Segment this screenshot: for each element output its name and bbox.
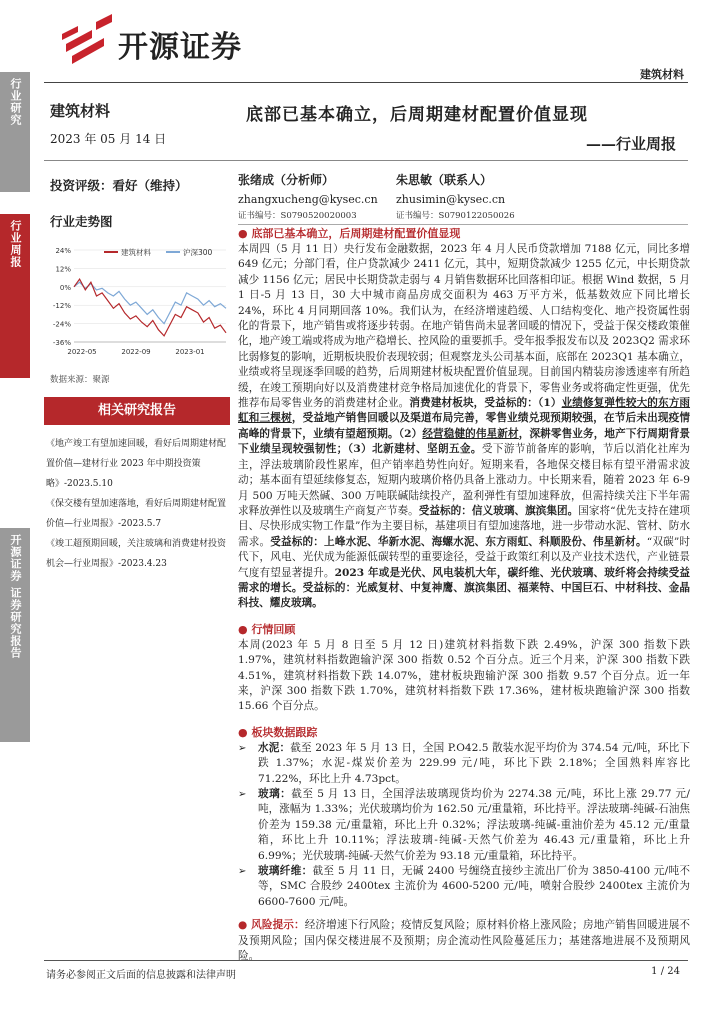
related-item[interactable]: 《保交楼有望加速落地，看好后周期建材配置价值—行业周报》-2023.5.7	[46, 499, 227, 529]
related-list	[46, 434, 232, 574]
header-divider	[44, 82, 688, 83]
y-tick-label: 12%	[55, 265, 71, 274]
analyst-2: 朱思敏（联系人） zhusimin@kysec.cn	[396, 170, 505, 210]
report-date: 2023 年 05 月 14 日	[50, 132, 167, 146]
y-tick-label: 24%	[55, 247, 71, 255]
title-divider	[44, 160, 688, 161]
trend-chart	[44, 240, 230, 360]
risk-warning: ● 风险提示：经济增速下行风险；疫情反复风险；原材料价格上涨风险；房地产销售回暖进展不及预期风险；国内保交楼进展不及预期；房企流动性风险蔓延压力；基建落地进展不及预期风险。	[238, 919, 691, 963]
section-2-text: 本周(2023 年 5 月 8 日至 5 月 12 日)建筑材料指数下跌 2.49%，沪深 300 指数下跌 1.97%，建筑材料指数跑输沪深 300 指数 0.52 个百分点。近三个月来，沪深 300 指数下跌 4.51%，建筑材料指数下跌 14.07%，建材板块跑输沪深 300 指数 9.57 个百分点。近一年来，沪深 300 指数下跌 1.70%，建筑材料指数下跌 17.36%，建材板块跑输沪深 300 指数 15.66 个百分点。	[238, 638, 690, 713]
y-tick-label: 0%	[59, 283, 71, 292]
section-3-title: ● 板块数据跟踪	[238, 725, 318, 739]
section-1-title: ● 底部已基本确立，后周期建材配置价值显现	[238, 227, 461, 240]
analyst-1-email[interactable]: zhangxucheng@kysec.cn	[238, 193, 378, 206]
brand-name: 开源证券	[118, 30, 242, 65]
analyst-1-cert: 证书编号：S0790520020003	[238, 211, 357, 221]
y-tick-label: -36%	[52, 339, 71, 347]
analyst-1: 张绪成（分析师） zhangxucheng@kysec.cn	[238, 170, 378, 210]
x-tick-label: 2023-01	[175, 348, 205, 356]
report-type: ——行业周报	[585, 135, 676, 153]
trend-title: 行业走势图	[50, 214, 113, 229]
data-source: 数据来源：聚源	[50, 375, 110, 385]
investment-rating: 投资评级：看好（维持）	[50, 178, 188, 193]
main-body	[238, 226, 690, 964]
x-tick-label: 2022-05	[67, 348, 97, 356]
analyst-2-email[interactable]: zhusimin@kysec.cn	[396, 193, 506, 206]
related-item[interactable]: 《地产竣工有望加速回暖，看好后周期建材配置价值—建材行业 2023 年中期投资策略》-2023.5.10	[46, 439, 227, 489]
page-number: 1 / 24	[651, 966, 680, 977]
x-tick-label: 2022-09	[121, 348, 151, 356]
section-2-title: ● 行情回顾	[238, 622, 296, 636]
series-line	[74, 279, 226, 336]
analyst-divider	[238, 224, 688, 225]
header-category: 建筑材料	[640, 68, 684, 81]
related-title: 相关研究报告	[44, 397, 230, 425]
series-line	[74, 282, 226, 323]
data-item-cement: ➢ 水泥：截至 2023 年 5 月 13 日，全国 P.O42.5 散装水泥平均价为 374.54 元/吨，环比下跌 1.37%；水泥-煤炭价差为 229.99 元/吨，环比下跌 2.18%；全国熟料库容比 71.22%，环比上升 4.73pct。	[238, 741, 690, 785]
side-band-mid: 行业周报	[0, 214, 30, 378]
data-item-fiberglass: ➢ 玻璃纤维：截至 5 月 11 日，无碱 2400 号缠绕直接纱主流出厂价为 3850-4100 元/吨不等，SMC 合股纱 2400tex 主流价为 4600-5200 元/吨，喷射合股纱 2400tex 主流价为 6600-7600 元/吨。	[238, 865, 691, 908]
side-band-bottom: 开源证券 证券研究报告	[0, 528, 30, 742]
footer-disclaimer[interactable]: 请务必参阅正文后面的信息披露和法律声明	[46, 970, 236, 981]
analyst-2-cert: 证书编号：S0790122050026	[396, 211, 515, 221]
related-item[interactable]: 《竣工超预期回暖，关注玻璃和消费建材投资机会—行业周报》-2023.4.23	[46, 539, 227, 569]
legend-label: 沪深300	[183, 248, 213, 257]
footer-divider	[44, 960, 688, 961]
y-tick-label: -12%	[52, 302, 71, 311]
y-tick-label: -24%	[52, 320, 71, 329]
report-title: 底部已基本确立，后周期建材配置价值显现	[246, 105, 588, 125]
section-1-text: 本周四（5 月 11 日）央行发布金融数据，2023 年 4 月人民币贷款增加 7188 亿元，同比多增 649 亿元；分部门看，住户贷款减少 2411 亿元，其中，短期贷款减少 1255 亿元，中长期贷款减少 1156 亿元；居民中长期贷款走弱与 4 月销售数据环比回落相印证。根据 Wind 数据，5 月 1 日-5 月 13 日，30 大中城市商品房成交面积为 463 万平方米，低基数效应下同比增长 24%，环比 4 月同期回落 10%。我们认为，在经济增速趋缓、人口结构变化、地产投资属性弱化的背景下，地产销售或将逐步转弱。在地产销售尚未显著回暖的情况下，受益于保交楼政策催化，地产竣工端或将成为地产稳增长、控风险的重要抓手。受年报季报发布以及 2023Q2 需求环比弱修复的影响，近期板块股价表现较弱；但观察龙头公司基本面，底部在 2023Q1 基本确立，业绩或将呈现逐季回暖的趋势，后周期建材板块配置价值显现。目前国内精装房渗透速率有所趋缓，在竣工预期向好以及消费建材竞争格局加速优化的背景下，零售业务或将确定性更强，优先推荐布局零售业务的消费建材企业。消费建材板块，受益标的：（1）业绩修复弹性较大的东方雨虹和三棵树，受益地产销售回暖以及渠道布局完善，零售业绩兑现预期较强，在节后未出现疫情高峰的背景下，业绩有望超预期。（2）经营稳健的伟星新材，深耕零售业务，地产下行周期背景下业绩呈现较强韧性；（3）北新建材、坚朗五金。受下游节前备库的影响，节后以消化社库为主，浮法玻璃阶段性累库，但产销率趋势性向好。短期来看，各地保交楼目标有望平滑需求波动；基本面有望延续修复态，短期内玻璃价格仍具备上涨动力。中长期来看，随着 2023 年 6-9 月 500 万吨天然碱、300 万吨联碱陆续投产，盈利弹性有望加速释放，但需持续关注下半年需求释放弹性以及玻璃生产商复产节奏。受益标的：信义玻璃、旗滨集团。国家将“优先支持在建项目、尽快形成实物工作量”作为主要目标，基建项目有望加速落地，进一步带动水泥、管材、防水需求。受益标的：上峰水泥、华新水泥、海螺水泥、东方雨虹、科顺股份、伟星新材。“双碳”时代下，风电、光伏成为能源低碳转型的重要途径，受益于政策红利以及产业技术迭代，产业链景气度有望显著提升。2023 年或是光伏、风电装机大年，碳纤维、光伏玻璃、玻纤将会持续受益需求的增长。受益标的：光威复材、中复神鹰、旗滨集团、福莱特、中国巨石、中材科技、金晶科技、耀皮玻璃。	[238, 243, 691, 610]
side-band-top: 行业研究	[0, 72, 30, 192]
legend-label: 建筑材料	[121, 248, 151, 257]
sector-name: 建筑材料	[50, 102, 111, 120]
data-item-glass: ➢ 玻璃：截至 5 月 13 日，全国浮法玻璃现货均价为 2274.38 元/吨，环比上涨 29.77 元/吨，涨幅为 1.33%；光伏玻璃均价为 162.50 元/重量箱，环比持平。浮法玻璃-纯碱-石油焦价差为 159.38 元/重量箱，环比上升 0.32%；浮法玻璃-纯碱-重油价差为 45.12 元/重量箱，环比上升 10.11%；浮法玻璃-纯碱-天然气价差为 46.43 元/重量箱，环比上升 6.99%；光伏玻璃-纯碱-天然气价差为 93.18 元/重量箱，环比持平。	[238, 788, 691, 862]
